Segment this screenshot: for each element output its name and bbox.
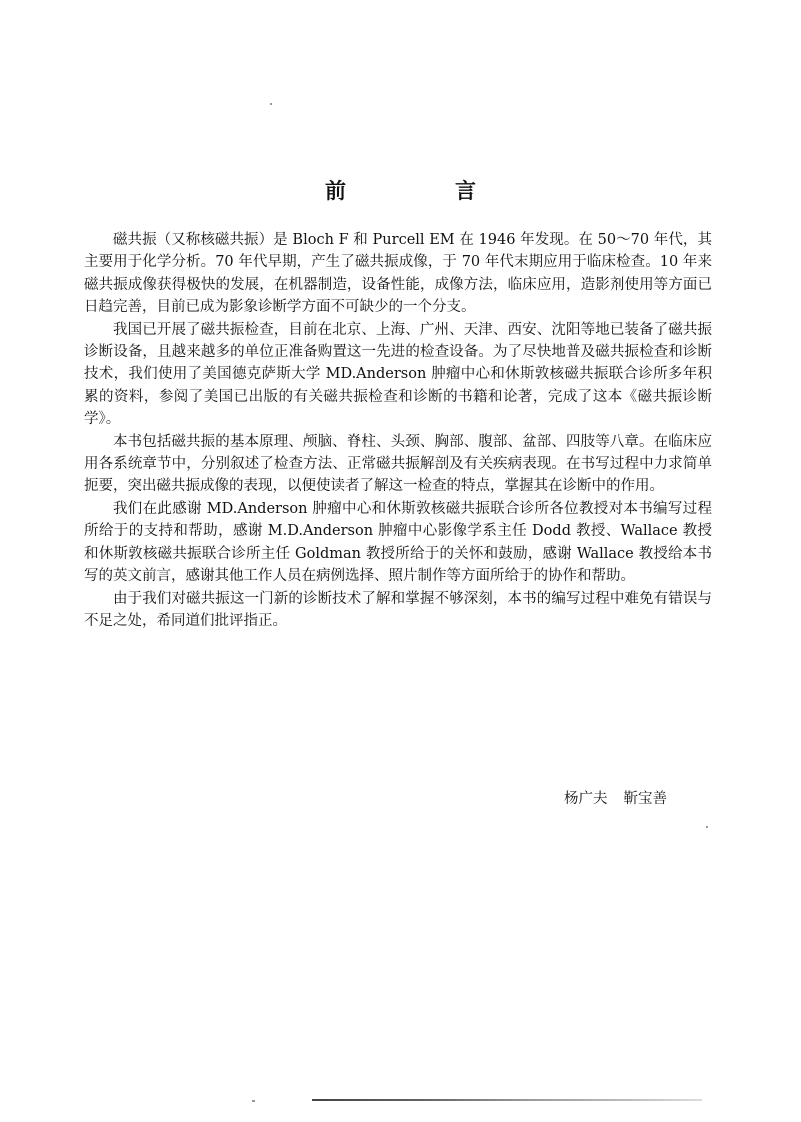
paragraph-china-adoption: 我国已开展了磁共振检查，目前在北京、上海、广州、天津、西安、沈阳等地已装备了磁共振诊断设备，且越来越多的单位正准备购置这一先进的检查设备。为了尽快地普及磁共振检查和诊断技术，我们使用了美国德克萨斯大学 MD.Anderson 肿瘤中心和休斯敦核磁共振联合诊所多年积累的资料，参阅了美国已出版的有关磁共振检查和诊断的书籍和论著，完成了这本《磁共振诊断学》。 <box>84 321 712 428</box>
scan-speck <box>252 1100 255 1102</box>
scan-speck <box>270 103 272 105</box>
scan-speck <box>706 826 708 828</box>
paragraph-origin: 磁共振（又称核磁共振）是 Bloch F 和 Purcell EM 在 1946 年发现。在 50～70 年代，其主要用于化学分析。70 年代早期，产生了磁共振成像，于 70 年代末期应用于临床检查。10 年来磁共振成像获得极快的发展，在机器制造，设备性能，成像方法，临床应用，造影剂使用等方面已日趋完善，目前已成为影象诊断学方面不可缺少的一个分支。 <box>84 232 712 316</box>
paragraph-book-contents: 本书包括磁共振的基本原理、颅脑、脊柱、头颈、胸部、腹部、盆部、四肢等八章。在临床应用各系统章节中，分别叙述了检查方法、正常磁共振解剖及有关疾病表现。在书写过程中力求简单扼要，突出磁共振成像的表现，以便使读者了解这一检查的特点，掌握其在诊断中的作用。 <box>84 433 712 495</box>
author-name: 杨广夫 <box>564 791 608 807</box>
paragraph-acknowledgements: 我们在此感谢 MD.Anderson 肿瘤中心和休斯敦核磁共振联合诊所各位教授对本书编写过程所给于的支持和帮助，感谢 M.D.Anderson 肿瘤中心影像学系主任 Dodd 教授、Wallace 教授和休斯敦核磁共振联合诊所主任 Goldman 教授所给于的关怀和鼓励，感谢 Wallace 教授给本书写的英文前言，感谢其他工作人员在病例选择、照片制作等方面所给于的协作和帮助。 <box>84 500 712 585</box>
paragraph-closing: 由于我们对磁共振这一门新的诊断技术了解和掌握不够深刻，本书的编写过程中难免有错误与不足之处，希同道们批评指正。 <box>84 590 712 629</box>
preface-body <box>84 229 712 632</box>
author-signature <box>564 789 667 809</box>
scan-artifact-line <box>312 1099 702 1101</box>
author-name: 靳宝善 <box>623 791 667 807</box>
page-title: 前 言 <box>325 178 520 203</box>
